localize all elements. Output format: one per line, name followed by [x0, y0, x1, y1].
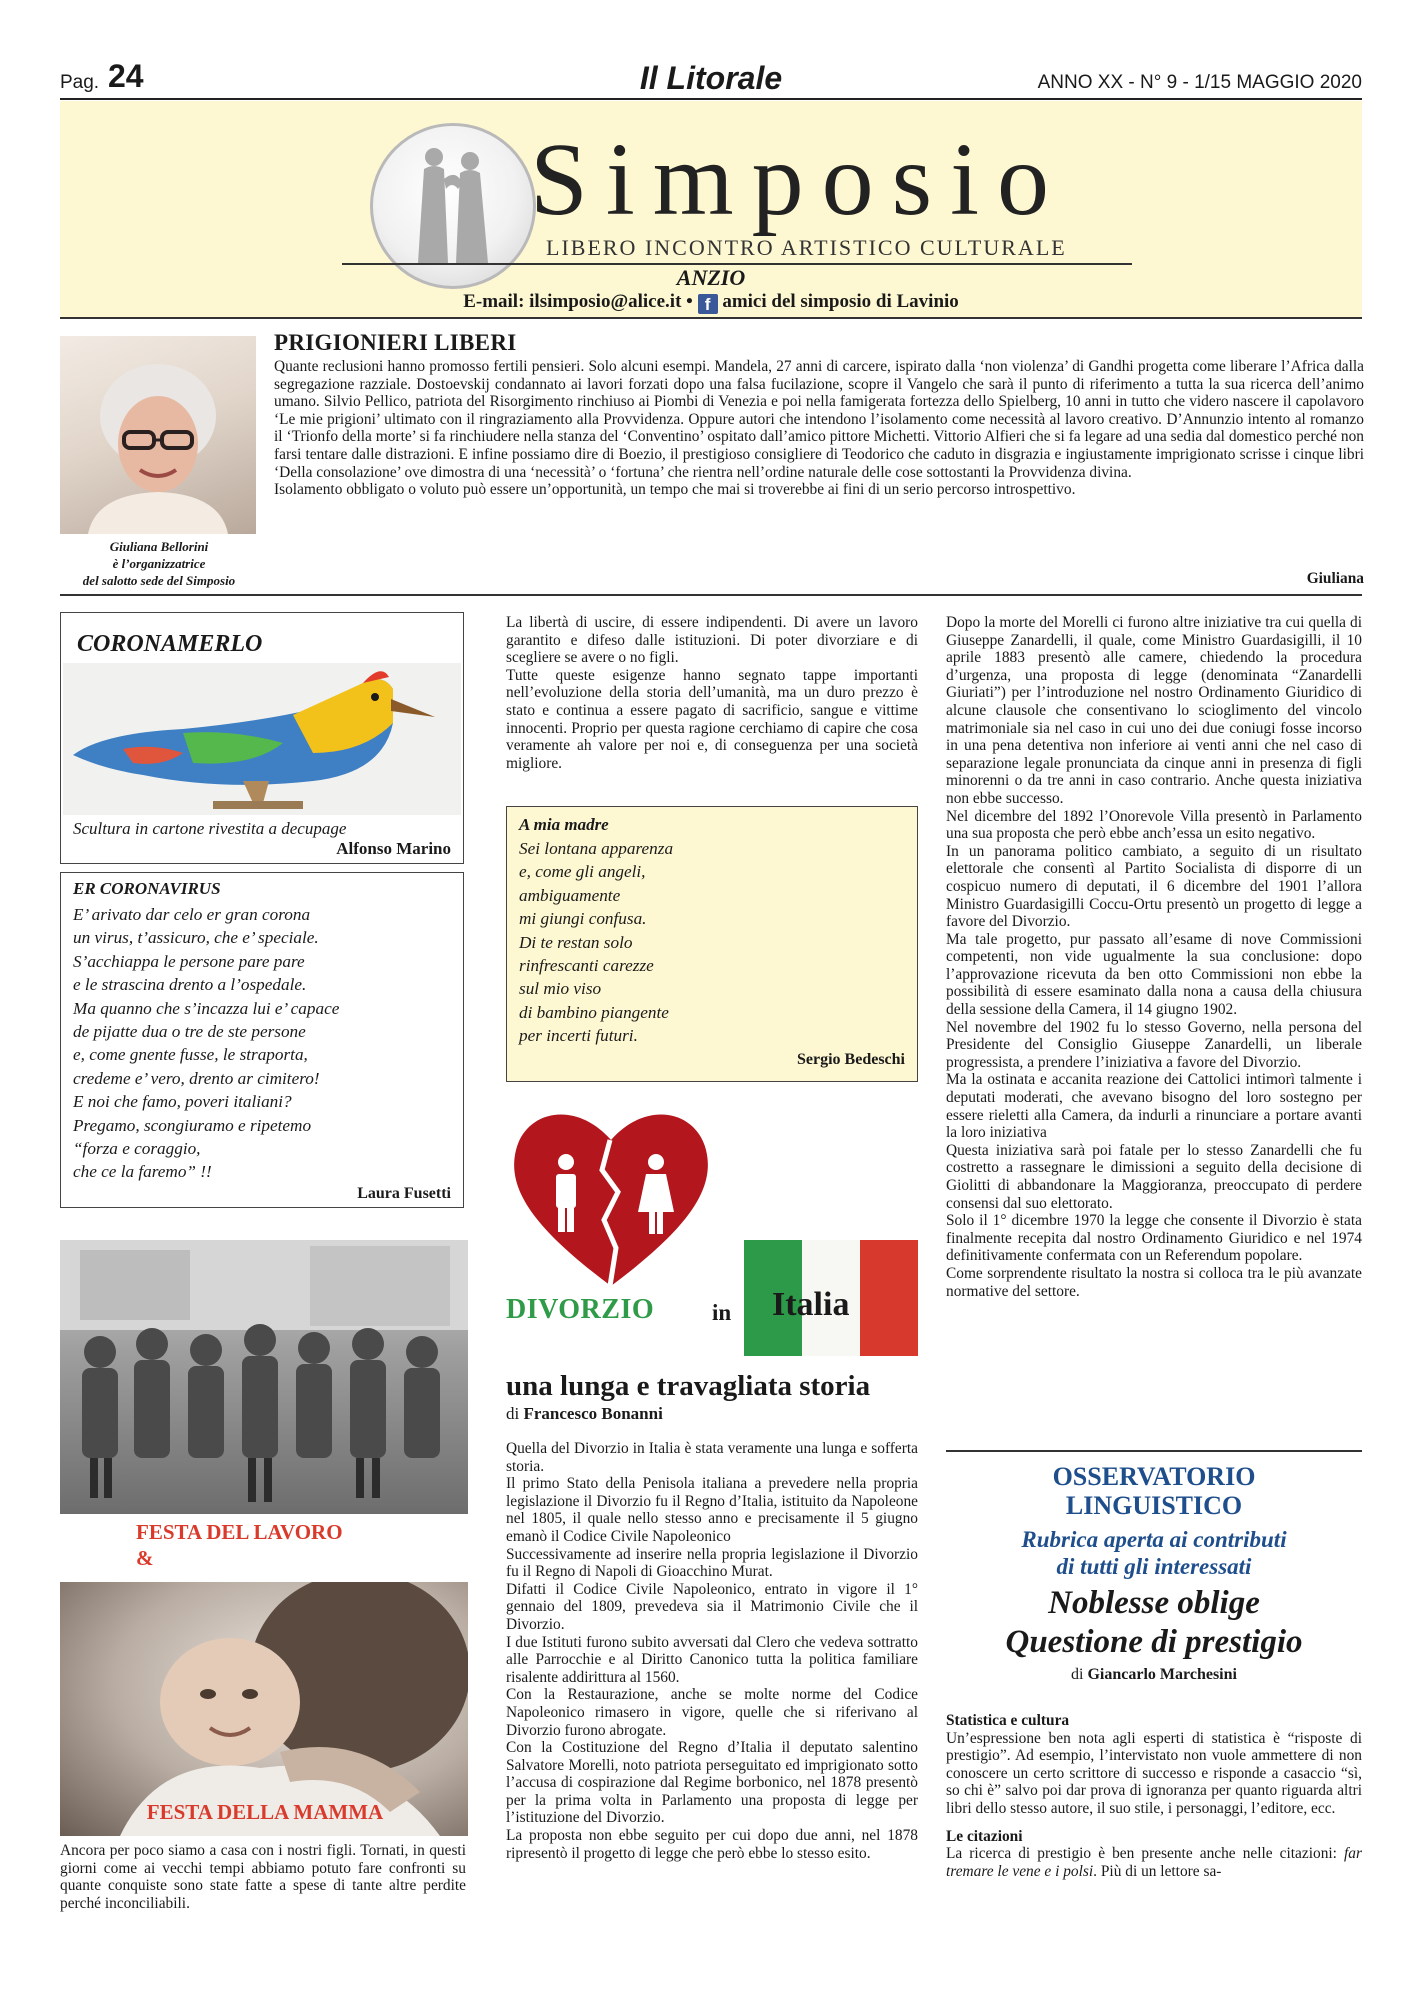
er-coronavirus-box: [60, 872, 464, 1208]
byline-author: Giancarlo Marchesini: [1087, 1666, 1237, 1683]
divorzio-title-italia: Italia: [772, 1286, 850, 1323]
divorzio-body: [506, 1440, 918, 1862]
sculpture-author: Alfonso Marino: [336, 839, 451, 858]
poem-author: Sergio Bedeschi: [797, 1051, 905, 1068]
poem-body: [519, 837, 673, 1048]
contact-line: [60, 291, 1362, 314]
osservatorio-title: [946, 1462, 1362, 1520]
simposio-banner: [60, 101, 1362, 319]
byline-author: Francesco Bonanni: [523, 1404, 663, 1423]
box-title: CORONAMERLO: [77, 631, 263, 657]
paragraph: Dopo la morte del Morelli ci furono altre iniziative tra cui quella di Giuseppe Zanardelli, il quale, come Ministro Guardasigilli, il 10 aprile 1883 presentò alle camere, chiedendo la procedura d’urgenza, una proposta di legge (denominata “Zanardelli Giuriati”) per l’introduzione nel nostro Ordinamento Giuridico di alcune clausole che consentivano lo scioglimento del vincolo matrimoniale sia nel caso in cui uno dei due coniugi fosse incorso in una pena detentiva non inferiore ai venti anni che nel caso di separazione legale pronunciata da cinque anni in presenza di figli minorenni o da tre anni in caso contrario. Anche questa iniziativa non ebbe successo.: [946, 614, 1362, 807]
headline-line: Questione di prestigio: [1005, 1624, 1303, 1660]
poem-line: Di te restan solo: [519, 932, 633, 952]
paragraph: Ancora per poco siamo a casa con i nostri figli. Tornati, in questi giorni come ai vecchi tempi abbiamo potuto fare confronti su quante conquiste sono state fatte a spese di tante altre perdite perché inconciliabili.: [60, 1842, 466, 1912]
paragraph: Nel dicembre del 1892 l’Onorevole Villa presentò in Parlamento una sua proposta che però ebbe anch’essa un esito negativo.: [946, 807, 1362, 843]
email-address[interactable]: E-mail: ilsimposio@alice.it •: [463, 291, 693, 312]
paragraph: La libertà di uscire, di essere indipendenti. Di avere un lavoro garantito e difeso dalle istituzioni. Di poter divorziare e di scegliere se avere o no figli.: [506, 614, 918, 667]
section-divider: [60, 594, 1362, 596]
festa-text: [60, 1842, 466, 1912]
poem-body: [73, 903, 453, 1184]
paragraph: Questa iniziativa sarà poi fatale per lo stesso Zanardelli che fu costretto a rassegnare le dimissioni a seguito della decisione di Giolitti di abbandonare la Maggioranza, preoccupato di perdere consensi dal suo elettorato.: [946, 1141, 1362, 1212]
paragraph: Successivamente ad inserire nella propria legislazione il Divorzio fu il Regno di Napoli di Gioacchino Murat.: [506, 1545, 918, 1581]
divorzio-continuation: [946, 614, 1362, 1300]
paragraph: Quante reclusioni hanno promosso fertili pensieri. Solo alcuni esempi. Mandela, 27 anni di carcere, ispirato dalla ‘non violenza’ di Gandhi progetta come liberare l’Africa dalla segregazione razziale. Dostoevskij condannato ai lavori forzati dopo una falsa fucilazione, scopre il Vangelo che sarà il punto di riferimento a tutta la sua ricerca dell’animo umano. Silvio Pellico, patriota del Risorgimento rinchiuso ai Piombi di Venezia e poi nella famigerata fortezza dello Spielberg, 10 anni in tutto che videro nascere il capolavoro ‘Le mie prigioni’ ultimato con il ringraziamento alla Provvidenza. Oppure autori che intendono l’isolamento come necessità al lavoro creativo. D’Annunzio intento al romanzo il ‘Trionfo della morte’ si fa rinchiudere nella stanza del ‘Conventino’ ospitato dall’amico pittore Michetti. Vittorio Alfieri che si fa legare ad una sedia dal domestico perché non farsi tentare dalle distrazioni. E infine possiamo dire di Boezio, il prestigioso consigliere di Teodorico che caduto in disgrazia e ingiustamente imprigionato scrisse i cinque libri ‘Della consolazione’ ove dimostra di una ‘necessità’ o ‘fortuna’ che rientra nell’ordine naturale delle cose sottostanti la Provvidenza divina.: [274, 358, 1364, 481]
divorzio-title-in: in: [712, 1300, 732, 1325]
text-span: . Più di un lettore sa-: [1093, 1862, 1222, 1880]
poem-line: che ce la faremo” !!: [73, 1162, 212, 1182]
poem-line: S’acchiappa le persone pare pare: [73, 951, 305, 971]
poem-line: un virus, t’assicuro, che e’ speciale.: [73, 928, 319, 948]
article-body: [274, 358, 1364, 499]
caption-line: è l’organizzatrice: [112, 556, 206, 571]
poem-line: de pijatte dua o tre de ste persone: [73, 1022, 306, 1042]
subtitle-line: Rubrica aperta ai contributi: [1021, 1527, 1287, 1552]
poem-line: ambiguamente: [519, 885, 621, 905]
issue-info: ANNO XX - N° 9 - 1/15 MAGGIO 2020: [1037, 72, 1362, 93]
article-title: PRIGIONIERI LIBERI: [274, 330, 517, 355]
divorzio-byline: [506, 1404, 663, 1424]
poem-line: Pregamo, scongiuramo e ripetemo: [73, 1115, 312, 1135]
subtitle-line: di tutti gli interessati: [1056, 1554, 1252, 1579]
paragraph: Quella del Divorzio in Italia è stata veramente una lunga e sofferta storia.: [506, 1440, 918, 1475]
festa-lavoro-label: FESTA DEL LAVORO: [136, 1520, 343, 1544]
poem-title: A mia madre: [519, 815, 609, 834]
page-number: 24: [108, 58, 144, 94]
page-label: Pag.: [60, 72, 100, 93]
coronamerlo-box: [60, 612, 464, 864]
paragraph: Difatti il Codice Civile Napoleonico, entrato in vigore il 1° gennaio del 1809, prevedeva sia il Matrimonio Civile che il Divorzio.: [506, 1580, 918, 1633]
osservatorio-subtitle: [946, 1526, 1362, 1580]
sculpture-caption: Scultura in cartone rivestita a decupage: [73, 819, 347, 838]
byline-prefix: di: [506, 1404, 520, 1423]
text-span: La ricerca di prestigio è ben presente anche nelle citazioni:: [946, 1845, 1337, 1863]
portrait-caption: [60, 538, 258, 589]
poem-line: E’ arivato dar celo er gran corona: [73, 905, 311, 924]
banner-subtitle: LIBERO INCONTRO ARTISTICO CULTURALE: [546, 235, 1067, 260]
poem-title: ER CORONAVIRUS: [73, 879, 221, 898]
caption-line: Giuliana Bellorini: [109, 539, 209, 554]
poem-line: credeme e’ vero, drento ar cimitero!: [73, 1068, 320, 1088]
byline-prefix: di: [1071, 1666, 1084, 1683]
section-heading: Le citazioni: [946, 1827, 1023, 1845]
paragraph: Isolamento obbligato o voluto può essere un’opportunità, un tempo che mai si troverebbe ai fini di un serio percorso introspettivo.: [274, 481, 1076, 499]
page-header: [60, 58, 1362, 100]
section-divider: [946, 1450, 1362, 1452]
banner-title: Simposio: [530, 122, 1067, 237]
workers-illustration: [60, 1240, 468, 1514]
paragraph: Un’espressione ben nota agli esperti di statistica è “risposte di prestigio”. Ad esempio, l’intervistato non vuole ammettere di non conoscere un certo scrittore di successo e risponde a casaccio “sì, so chi è” salvo poi dar prova di ignoranza per quanto riguarda altri libri dello stesso autore, il suo stile, i personaggi, l’editore, ecc.: [946, 1729, 1362, 1817]
divorzio-title: DIVORZIO: [506, 1294, 655, 1325]
mother-child-photo: [60, 1582, 468, 1836]
paragraph: Come sorprendente risultato la nostra si colloca tra le più avanzate normative del settore.: [946, 1264, 1362, 1300]
poem-line: mi giungi confusa.: [519, 909, 647, 929]
paragraph: Con la Costituzione del Regno d’Italia il deputato salentino Salvatore Morelli, noto patriota perseguitato ed imprigionato sotto l’accusa di cospirazione dal Regime borbonico, nel 1878 presentò per la prima volta in Parlamento una proposta di legge per l’istituzione del Divorzio.: [506, 1739, 918, 1827]
quoted-phrase: far tremare le vene e i polsi: [946, 1845, 1362, 1880]
poem-line: e, come gnente fusse, le straporta,: [73, 1045, 308, 1065]
paragraph: Il primo Stato della Penisola italiana a prevedere nella propria legislazione il Divorzio fu il Regno d’Italia, istituito da Napoleone nel 1805, il quale nello stesso anno e precisamente il 5 giugno emanò il Codice Civile Napoleonico: [506, 1475, 918, 1545]
paragraph: Nel novembre del 1902 fu lo stesso Governo, nella persona del Presidente del Consiglio Giuseppe Zanardelli, un liberale progressista, a prendere l’iniziativa a favore del Divorzio.: [946, 1018, 1362, 1071]
mosaic-bird-illustration: [63, 663, 461, 815]
osservatorio-headline: [946, 1584, 1362, 1662]
classical-figures-icon: [410, 139, 496, 273]
paragraph: In un panorama politico cambiato, a seguito di un risultato elettorale che consentì al Partito Socialista di disporre di un cospicuo numero di deputati, il 6 dicembre del 1901 l’allora Ministro Guardasigilli Coccu-Ortu presentò un progetto di legge a favore del Divorzio.: [946, 842, 1362, 931]
mother-child-illustration: [60, 1582, 468, 1836]
paragraph: Ma la ostinata e accanita reazione dei Cattolici intimorì talmente i deputati moderati, che avevano bisogno del loro sostegno per essere rieletti alla Camera, da indurli a rinunciare a portare avanti la loro iniziativa: [946, 1071, 1362, 1142]
paragraph: Ma tale progetto, pur passato all’esame di nove Commissioni competenti, non vide ugualmente la sua conclusione: dopo l’approvazione ricevuta da ben otto Commissioni non ebbe la possibilità di essere esaminato dalla nona a causa della chiusura della sessione della Camera, il 14 giugno 1902.: [946, 930, 1362, 1019]
paragraph: Tutte queste esigenze hanno segnato tappe importanti nell’evoluzione della storia dell’umanità, ma un duro prezzo è stato e continua a essere pagato di sacrificio, sangue e vittime innocenti. Proprio per questa ragione cerchiamo di capire che cosa veramente ah valore per noi e, di conseguenza per una società migliore.: [506, 666, 918, 772]
headline-line: Noblesse oblige: [1048, 1585, 1260, 1621]
caption-line: del salotto sede del Simposio: [82, 573, 236, 588]
paragraph: I due Istituti furono subito avversati dal Clero che vedeva sottratto alle Parrocchie e al Diritto Canonico tutta la politica familiare risalente addirittura al 1560.: [506, 1633, 918, 1686]
workers-photo: [60, 1240, 468, 1514]
poem-author: Laura Fusetti: [357, 1185, 451, 1202]
facebook-page[interactable]: amici del simposio di Lavinio: [722, 291, 959, 312]
ampersand-label: &: [136, 1546, 154, 1570]
banner-city: ANZIO: [676, 265, 746, 290]
title-line: OSSERVATORIO: [1052, 1462, 1256, 1491]
portrait-photo: [60, 336, 256, 534]
sculpture-photo: [63, 663, 461, 815]
a-mia-madre-box: [506, 806, 918, 1082]
poem-line: Sei lontana apparenza: [519, 839, 674, 858]
section-heading: Statistica e cultura: [946, 1712, 1070, 1729]
poem-line: E noi che famo, poveri italiani?: [73, 1092, 292, 1112]
title-line: LINGUISTICO: [1065, 1491, 1243, 1520]
festa-mamma-label: FESTA DELLA MAMMA: [146, 1800, 384, 1824]
poem-line: per incerti futuri.: [519, 1026, 638, 1046]
paragraph: Solo il 1° dicembre 1970 la legge che consente il Divorzio è stata finalmente recepita dal nostro Ordinamento Giuridico e nel 1974 definitivamente confermata con un Referendum popolare.: [946, 1212, 1362, 1265]
poem-line: di bambino piangente: [519, 1002, 669, 1022]
facebook-icon[interactable]: f: [698, 294, 718, 314]
poem-line: e, come gli angeli,: [519, 862, 646, 882]
divorzio-headline: una lunga e travagliata storia: [506, 1370, 871, 1402]
poem-line: “forza e coraggio,: [73, 1139, 201, 1159]
osservatorio-body: [946, 1712, 1362, 1880]
poem-line: sul mio viso: [519, 979, 602, 999]
poem-line: e le strascina drento a l’ospedale.: [73, 975, 307, 995]
paragraph: [946, 1845, 1362, 1880]
paragraph: La proposta non ebbe seguito per cui dopo due anni, nel 1878 ripresentò il progetto di legge che però ebbe lo stesso esito.: [506, 1827, 918, 1862]
poem-line: Ma quanno che s’incazza lui e’ capace: [73, 998, 340, 1018]
masthead: Il Litorale: [639, 60, 783, 96]
paragraph: Con la Restaurazione, anche se molte norme del Codice Napoleonico rimasero in vigore, quelle che si riferivano al Divorzio furono abrogate.: [506, 1686, 918, 1739]
broken-heart-icon: [514, 1115, 708, 1286]
poem-line: rinfrescanti carezze: [519, 956, 654, 976]
osservatorio-byline: [946, 1666, 1362, 1684]
liberta-text: [506, 614, 918, 772]
portrait-illustration: [60, 336, 256, 534]
article-signature: Giuliana: [1306, 570, 1364, 587]
